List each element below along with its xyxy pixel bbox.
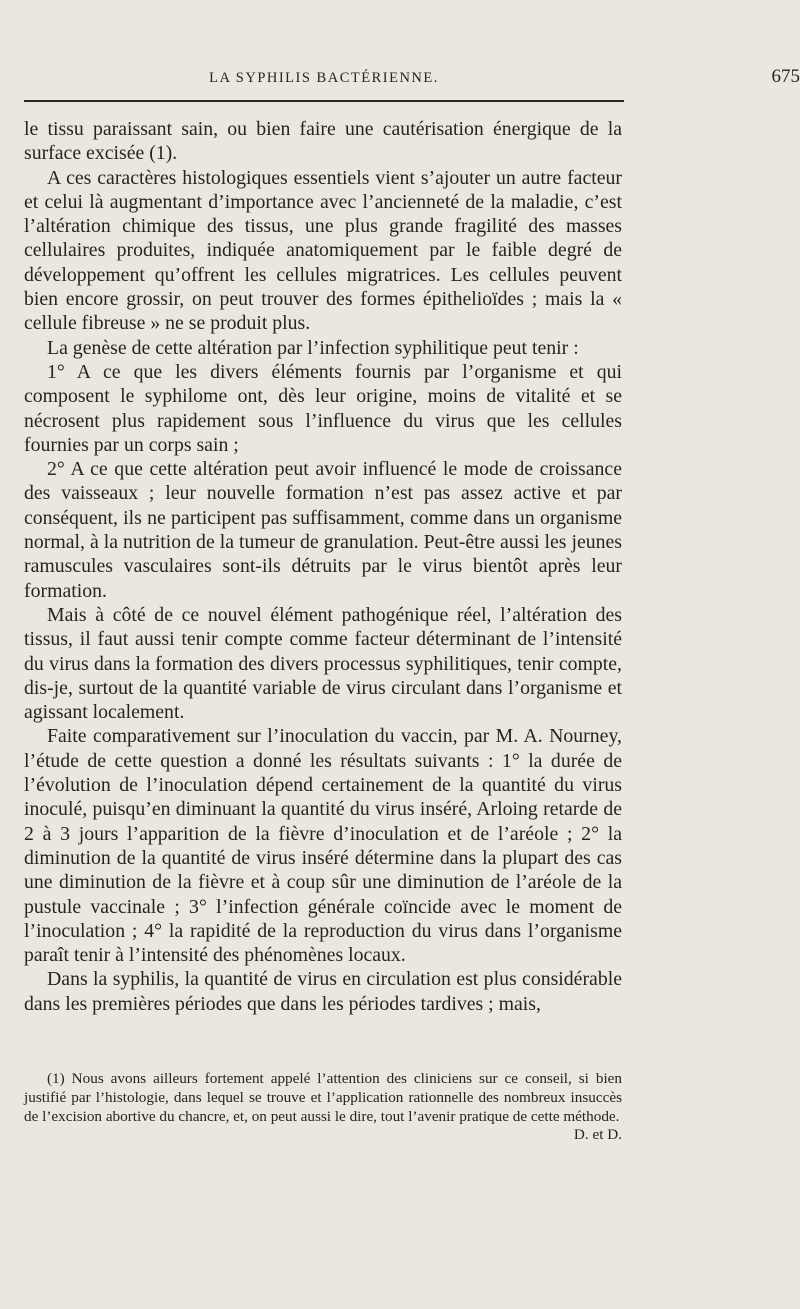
- footnotes: [24, 1070, 622, 1145]
- footnote-signature: D. et D.: [573, 1126, 622, 1144]
- body-text: [24, 117, 622, 1016]
- paragraph: le tissu paraissant sain, ou bien faire une cautérisation énergique de la surface excisée (1).: [24, 118, 622, 165]
- header-rule: [24, 100, 624, 102]
- running-title: LA SYPHILIS BACTÉRIENNE.: [209, 70, 439, 86]
- paragraph: Dans la syphilis, la quantité de virus en circulation est plus considérable dans les premières périodes que dans les périodes tardives ; mais,: [24, 968, 622, 1015]
- paragraph: Mais à côté de ce nouvel élément pathogénique réel, l’altération des tissus, il faut aussi tenir compte comme facteur déterminant de l’intensité du virus dans la formation des divers processus syphilitiques, tenir compte, dis-je, surtout de la quantité variable de virus circulant dans l’organisme et agissant localement.: [24, 603, 622, 724]
- paragraph: La genèse de cette altération par l’infection syphilitique peut tenir :: [47, 336, 579, 359]
- paragraph: 1° A ce que les divers éléments fournis par l’organisme et qui composent le syphilome ont, dès leur origine, moins de vitalité et se nécrosent plus rapidement sous l’influence du virus que les cellules fournies par un corps sain ;: [24, 360, 622, 456]
- paragraph: Faite comparativement sur l’inoculation du vaccin, par M. A. Nourney, l’étude de cette question a donné les résultats suivants : 1° la durée de l’évolution de l’inoculation dépend certainement de la quantité du virus inoculé, puisqu’en diminuant la quantité du virus inséré, Arloing retarde de 2 à 3 jours l’apparition de la fièvre d’inoculation et de l’aréole ; 2° la diminution de la quantité de virus inséré détermine dans la plupart des cas une diminution de la fièvre et à coup sûr une diminution de l’aréole de la pustule vaccinale ; 3° l’infection générale coïncide avec le moment de l’inoculation ; 4° la rapidité de la reproduction du virus dans l’organisme paraît tenir à l’intensité des phénomènes locaux.: [24, 725, 622, 967]
- paragraph: A ces caractères histologiques essentiels vient s’ajouter un autre facteur et celui là augmentant d’importance avec l’ancienneté de la maladie, c’est l’altération chimique des tissus, une plus grande fragilité des masses cellulaires produites, indiquée anatomiquement par le faible degré de développement qu’offrent les cellules migratrices. Les cellules peuvent bien encore grossir, on peut trouver des formes épithelioïdes ; mais la « cellule fibreuse » ne se produit plus.: [24, 166, 622, 335]
- footnote-text: (1) Nous avons ailleurs fortement appelé l’attention des cliniciens sur ce conseil, si bien justifié par l’histologie, dans lequel se trouve et l’application rationnelle des nombreux insuccès de l’excision abortive du chancre, et, on peut aussi le dire, tout l’avenir pratique de cette méthode.: [24, 1070, 622, 1125]
- footnote: [24, 1070, 622, 1144]
- paragraph: 2° A ce que cette altération peut avoir influencé le mode de croissance des vaisseaux ; leur nouvelle formation n’est pas assez active et par conséquent, ils ne participent pas suffisamment, comme dans un organisme normal, à la nutrition de la tumeur de granulation. Peut-être aussi les jeunes ramuscules vasculaires sont-ils détruits par le virus bientôt après leur formation.: [24, 458, 622, 602]
- running-head: [24, 66, 800, 98]
- page-number: 675: [771, 66, 800, 87]
